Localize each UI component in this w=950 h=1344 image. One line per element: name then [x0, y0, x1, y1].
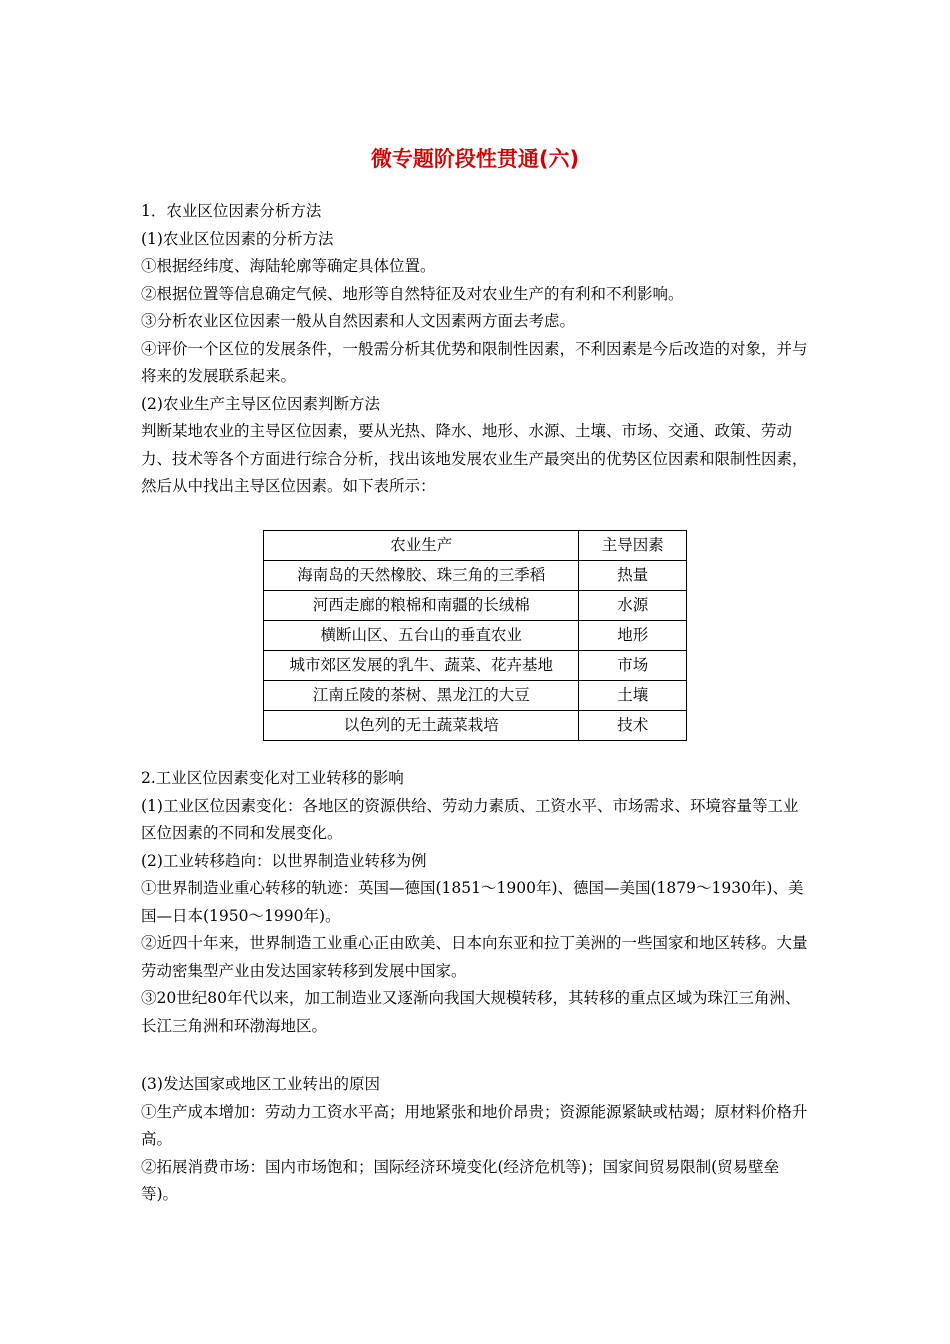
paragraph: 判断某地农业的主导区位因素，要从光热、降水、地形、水源、土壤、市场、交通、政策、劳动力、技术等各个方面进行综合分析，找出该地发展农业生产最突出的优势区位因素和限制性因素，然后从中找出主导区位因素。如下表所示： [141, 422, 808, 495]
section-industry [141, 765, 813, 1040]
table-cell: 江南丘陵的茶树、黑龙江的大豆 [264, 681, 579, 711]
list-item: ③分析农业区位因素一般从自然因素和人文因素两方面去考虑。 [141, 312, 576, 330]
table-row [264, 681, 687, 711]
list-item: ①根据经纬度、海陆轮廓等确定具体位置。 [141, 257, 436, 275]
page-title: 微专题阶段性贯通(六) [370, 147, 580, 171]
table-cell: 城市郊区发展的乳牛、蔬菜、花卉基地 [264, 651, 579, 681]
table-cell: 市场 [579, 651, 687, 681]
table-row [264, 561, 687, 591]
table-row [264, 591, 687, 621]
section-heading: 2.工业区位因素变化对工业转移的影响 [141, 769, 404, 787]
list-item: ①世界制造业重心转移的轨迹：英国—德国(1851～1900年)、德国—美国(1879～1930年)、美国—日本(1950～1990年)。 [141, 879, 804, 925]
table-row [264, 651, 687, 681]
factor-table [263, 530, 687, 741]
list-item: ③20世纪80年代以来，加工制造业又逐渐向我国大规模转移，其转移的重点区域为珠江三角洲、长江三角洲和环渤海地区。 [141, 989, 801, 1035]
list-item: ①生产成本增加：劳动力工资水平高；用地紧张和地价昂贵；资源能源紧缺或枯竭；原材料价格升高。 [141, 1102, 808, 1148]
subsection-heading: (1)农业区位因素的分析方法 [141, 229, 334, 248]
table-row [264, 711, 687, 741]
table-cell: 地形 [579, 621, 687, 651]
table-cell: 横断山区、五台山的垂直农业 [264, 621, 579, 651]
subsection-heading: (1)工业区位因素变化：各地区的资源供给、劳动力素质、工资水平、市场需求、环境容量等工业区位因素的不同和发展变化。 [141, 796, 799, 842]
table-cell: 热量 [579, 561, 687, 591]
list-item: ②拓展消费市场：国内市场饱和；国际经济环境变化(经济危机等)；国家间贸易限制(贸易壁垒等)。 [141, 1157, 780, 1203]
table-cell: 土壤 [579, 681, 687, 711]
list-item: ②根据位置等信息确定气候、地形等自然特征及对农业生产的有利和不利影响。 [141, 284, 684, 303]
section-agriculture [141, 198, 813, 501]
subsection-heading: (2)工业转移趋向：以世界制造业转移为例 [141, 851, 427, 870]
table-row [264, 621, 687, 651]
subsection-heading: (2)农业生产主导区位因素判断方法 [141, 394, 380, 413]
subsection-heading: (3)发达国家或地区工业转出的原因 [141, 1075, 380, 1093]
table-header-row [264, 531, 687, 561]
section-heading: 1．农业区位因素分析方法 [141, 202, 322, 220]
list-item: ④评价一个区位的发展条件，一般需分析其优势和限制性因素，不利因素是今后改造的对象，并与将来的发展联系起来。 [141, 339, 808, 385]
section-industry-reasons [141, 1071, 813, 1209]
table-cell: 以色列的无土蔬菜栽培 [264, 711, 579, 741]
list-item: ②近四十年来，世界制造工业重心正由欧美、日本向东亚和拉丁美洲的一些国家和地区转移。大量劳动密集型产业由发达国家转移到发展中国家。 [141, 934, 808, 980]
table-cell: 水源 [579, 591, 687, 621]
table-cell: 技术 [579, 711, 687, 741]
table-cell: 河西走廊的粮棉和南疆的长绒棉 [264, 591, 579, 621]
table-header-cell: 主导因素 [579, 531, 687, 561]
table-header-cell: 农业生产 [264, 531, 579, 561]
table-cell: 海南岛的天然橡胶、珠三角的三季稻 [264, 561, 579, 591]
